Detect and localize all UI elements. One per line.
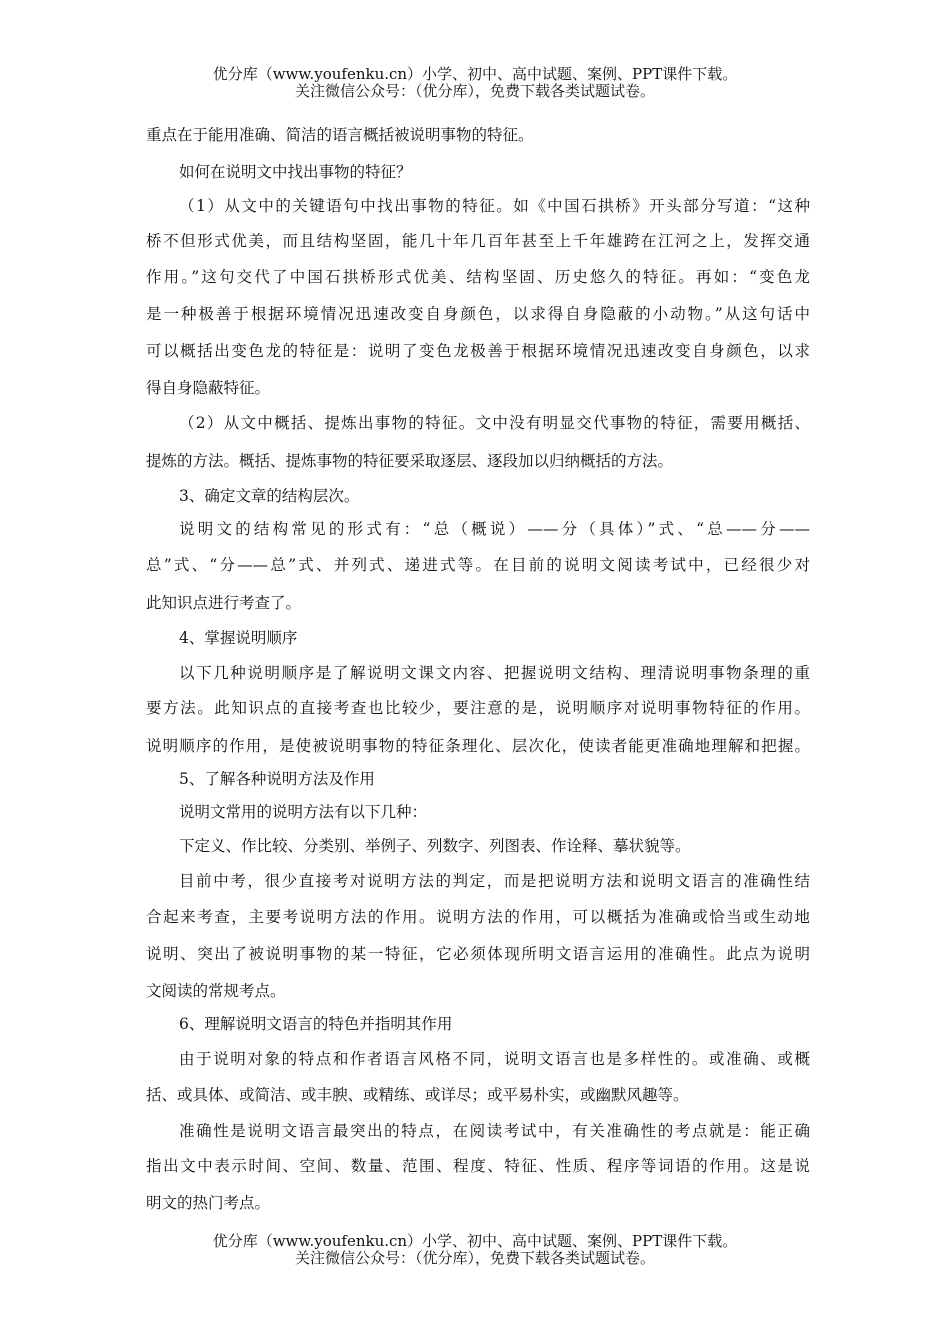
text-line: 说明文常用的说明方法有以下几种：	[179, 803, 428, 821]
text-line: 如何在说明文中找出事物的特征？	[179, 163, 412, 181]
text-line: 说明顺序的作用，是使被说明事物的特征条理化、层次化，使读者能更准确地理解和把握。	[146, 737, 810, 755]
footer-line-1: 优分库（www.youfenku.cn）小学、初中、高中试题、案例、PPT课件下载。	[212, 1232, 738, 1250]
section-heading: 6、理解说明文语言的特色并指明其作用	[179, 1015, 453, 1033]
text-line: 要方法。此知识点的直接考查也比较少，要注意的是，说明顺序对说明事物特征的作用。	[146, 699, 810, 717]
text-line: 得自身隐蔽特征。	[146, 379, 271, 397]
text-line: 此知识点进行考查了。	[146, 594, 302, 612]
text-line: 目前中考，很少直接考对说明方法的判定，而是把说明方法和说明文语言的准确性结	[179, 872, 810, 890]
text-line: 指出文中表示时间、空间、数量、范围、程度、特征、性质、程序等词语的作用。这是说	[146, 1157, 810, 1175]
section-heading: 3、确定文章的结构层次。	[179, 487, 360, 505]
text-line: 文阅读的常规考点。	[146, 982, 286, 1000]
text-line: 明文的热门考点。	[146, 1194, 271, 1212]
text-line: 准确性是说明文语言最突出的特点，在阅读考试中，有关准确性的考点就是：能正确	[179, 1122, 810, 1140]
text-line: 以下几种说明顺序是了解说明文课文内容、把握说明文结构、理清说明事物条理的重	[179, 664, 810, 682]
text-line: 是一种极善于根据环境情况迅速改变自身颜色，以求得自身隐蔽的小动物。”从这句话中	[146, 305, 810, 323]
text-line: 合起来考查，主要考说明方法的作用。说明方法的作用，可以概括为准确或恰当或生动地	[146, 908, 810, 926]
header-line-2: 关注微信公众号：（优分库），免费下载各类试题试卷。	[294, 82, 655, 100]
text-line: 提炼的方法。概括、提炼事物的特征要采取逐层、逐段加以归纳概括的方法。	[146, 452, 674, 470]
page-header	[0, 66, 950, 100]
text-line: 作用。”这句交代了中国石拱桥形式优美、结构坚固、历史悠久的特征。再如：“变色龙	[146, 268, 810, 286]
text-line: （1）从文中的关键语句中找出事物的特征。如《中国石拱桥》开头部分写道：“这种	[179, 197, 810, 215]
text-line: 重点在于能用准确、简洁的语言概括被说明事物的特征。	[146, 126, 534, 144]
footer-line-2: 关注微信公众号：（优分库），免费下载各类试题试卷。	[294, 1249, 655, 1267]
text-line: 说明文的结构常见的形式有：“总（概说）——分（具体）”式、“总——分——	[179, 520, 810, 538]
header-line-1: 优分库（www.youfenku.cn）小学、初中、高中试题、案例、PPT课件下载。	[212, 65, 738, 83]
text-line: 桥不但形式优美，而且结构坚固，能几十年几百年甚至上千年雄跨在江河之上，发挥交通	[146, 232, 810, 250]
text-line: 下定义、作比较、分类别、举例子、列数字、列图表、作诠释、摹状貌等。	[179, 837, 691, 855]
text-line: 总”式、“分——总”式、并列式、递进式等。在目前的说明文阅读考试中，已经很少对	[146, 556, 810, 574]
section-heading: 4、掌握说明顺序	[179, 629, 298, 647]
section-heading: 5、了解各种说明方法及作用	[179, 770, 375, 788]
page-footer	[0, 1233, 950, 1267]
text-line: 由于说明对象的特点和作者语言风格不同，说明文语言也是多样性的。或准确、或概	[179, 1050, 810, 1068]
text-line: （2）从文中概括、提炼出事物的特征。文中没有明显交代事物的特征，需要用概括、	[179, 414, 810, 432]
text-line: 可以概括出变色龙的特征是：说明了变色龙极善于根据环境情况迅速改变自身颜色，以求	[146, 342, 810, 360]
text-line: 说明、突出了被说明事物的某一特征，它必须体现所明文语言运用的准确性。此点为说明	[146, 945, 810, 963]
text-line: 括、或具体、或简洁、或丰腴、或精练、或详尽；或平易朴实，或幽默风趣等。	[146, 1086, 689, 1104]
